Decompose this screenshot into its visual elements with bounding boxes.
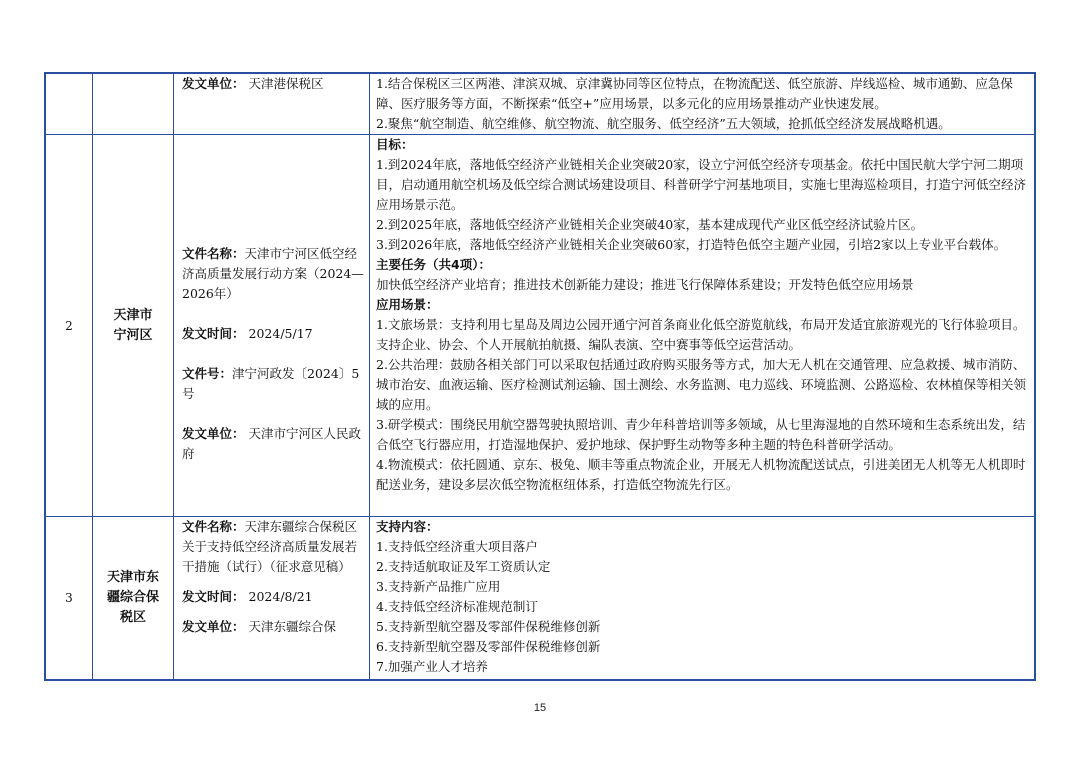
issuer-value: 天津港保税区 — [248, 76, 324, 91]
content-paragraph: 2.聚焦“航空制造、航空维修、航空物流、航空服务、低空经济”五大领域，抢抓低空经济发展战略机遇。 — [376, 116, 951, 131]
issue-time-value: 2024/8/21 — [248, 589, 313, 604]
scene-item: 4.物流模式：依托圆通、京东、极兔、顺丰等重点物流企业，开展无人机物流配送试点，引进美团无人机等无人机即时配送业务，建设多层次低空物流枢纽体系，打造低空物流先行区。 — [376, 457, 1026, 492]
file-number-label: 文件号 — [182, 365, 220, 381]
doc-name-value: 天津市宁河区低空经济高质量发展行动方案（2024—2026年） — [182, 245, 364, 301]
issuer-label: 发文单位 — [182, 76, 233, 91]
region-cell — [93, 517, 174, 680]
region-name: 天津市东疆综合保税区 — [106, 569, 159, 625]
issuer-label: 发文单位 — [182, 425, 233, 441]
doc-name-value: 天津东疆综合保税区关于支持低空经济高质量发展若干措施（试行）（征求意见稿） — [182, 519, 358, 574]
issuer-value: 天津市宁河区人民政府 — [182, 425, 362, 461]
content-cell — [370, 73, 1036, 135]
row-number — [45, 73, 93, 135]
content-cell — [370, 517, 1036, 680]
table-row — [45, 135, 1035, 517]
task-list: 加快低空经济产业培育；推进技术创新能力建设；推进飞行保障体系建设；开发特色低空应用场景 — [376, 277, 914, 292]
issue-time-label: 发文时间 — [182, 589, 233, 604]
file-number-value: 津宁河政发〔2024〕5号 — [182, 365, 360, 401]
support-item: 5.支持新型航空器及零部件保税维修创新 — [376, 619, 601, 634]
support-heading: 支持内容： — [376, 519, 439, 534]
goal-item: 1.到2024年底，落地低空经济产业链相关企业突破20家，设立宁河低空经济专项基金。依托中国民航大学宁河二期项目，启动通用航空机场及低空综合测试场建设项目、科普研学宁河基地项目，实施七里海巡检项目，打造宁河低空经济应用场景示范。 — [376, 157, 1027, 212]
support-item: 4.支持低空经济标准规范制订 — [376, 599, 538, 614]
doc-name-label: 文件名称 — [182, 519, 233, 534]
region-name: 天津市宁河区 — [113, 307, 153, 343]
issue-time-value: 2024/5/17 — [248, 325, 313, 341]
page-number: 15 — [533, 702, 547, 714]
policy-table — [44, 72, 1036, 681]
issue-time-label: 发文时间 — [182, 325, 233, 341]
table-row — [45, 517, 1035, 680]
support-item: 6.支持新型航空器及零部件保税维修创新 — [376, 639, 601, 654]
info-cell: 文件名称：天津市宁河区低空经济高质量发展行动方案（2024—2026年） 发文时间： 2024/5/17 文件号：津宁河政发〔2024〕5号 发文单位： 天津市宁河区人民政府 — [174, 135, 370, 517]
scene-item: 3.研学模式：围绕民用航空器驾驶执照培训、青少年科普培训等多领域，从七里海湿地的自然环境和生态系统出发，结合低空飞行器应用，打造湿地保护、爱护地球、保护野生动物等多种主题的特色科普研学活动。 — [376, 417, 1026, 452]
row-number: 2 — [45, 135, 93, 517]
goal-heading: 目标： — [376, 137, 414, 152]
scene-heading: 应用场景： — [376, 297, 439, 312]
doc-name-label: 文件名称 — [182, 245, 233, 261]
task-heading: 主要任务（共4项）： — [376, 257, 491, 272]
info-cell: 发文单位： 天津港保税区 — [174, 73, 370, 135]
issuer-label: 发文单位 — [182, 619, 233, 634]
table-row — [45, 73, 1035, 135]
scene-item: 1.文旅场景：支持利用七星岛及周边公园开通宁河首条商业化低空游览航线，布局开发适宜旅游观光的飞行体验项目。支持企业、协会、个人开展航拍航摄、编队表演、空中赛事等低空运营活动。 — [376, 317, 1026, 352]
support-item: 1.支持低空经济重大项目落户 — [376, 539, 538, 554]
row-number: 3 — [45, 517, 93, 680]
goal-item: 3.到2026年底，落地低空经济产业链相关企业突破60家，打造特色低空主题产业园，引培2家以上专业平台载体。 — [376, 237, 1007, 252]
region-cell — [93, 135, 174, 517]
region-cell — [93, 73, 174, 135]
support-item: 2.支持适航取证及军工资质认定 — [376, 559, 551, 574]
info-cell: 文件名称：天津东疆综合保税区关于支持低空经济高质量发展若干措施（试行）（征求意见稿） 发文时间： 2024/8/21 发文单位： 天津东疆综合保 — [174, 517, 370, 680]
content-cell — [370, 135, 1036, 517]
scene-item: 2.公共治理：鼓励各相关部门可以采取包括通过政府购买服务等方式，加大无人机在交通管理、应急救援、城市消防、城市治安、血液运输、医疗检测试剂运输、国土测绘、水务监测、电力巡线、环境监测、公路巡检、农林植保等相关领域的应用。 — [376, 357, 1027, 412]
support-item: 3.支持新产品推广应用 — [376, 579, 501, 594]
support-item: 7.加强产业人才培养 — [376, 659, 488, 674]
issuer-value: 天津东疆综合保 — [248, 619, 337, 634]
content-paragraph: 1.结合保税区三区两港、津滨双城、京津冀协同等区位特点，在物流配送、低空旅游、岸线巡检、城市通勤、应急保障、医疗服务等方面，不断探索“低空+”应用场景，以多元化的应用场景推动产业快速发展。 — [376, 76, 1013, 111]
goal-item: 2.到2025年底，落地低空经济产业链相关企业突破40家，基本建成现代产业区低空经济试验片区。 — [376, 217, 924, 232]
